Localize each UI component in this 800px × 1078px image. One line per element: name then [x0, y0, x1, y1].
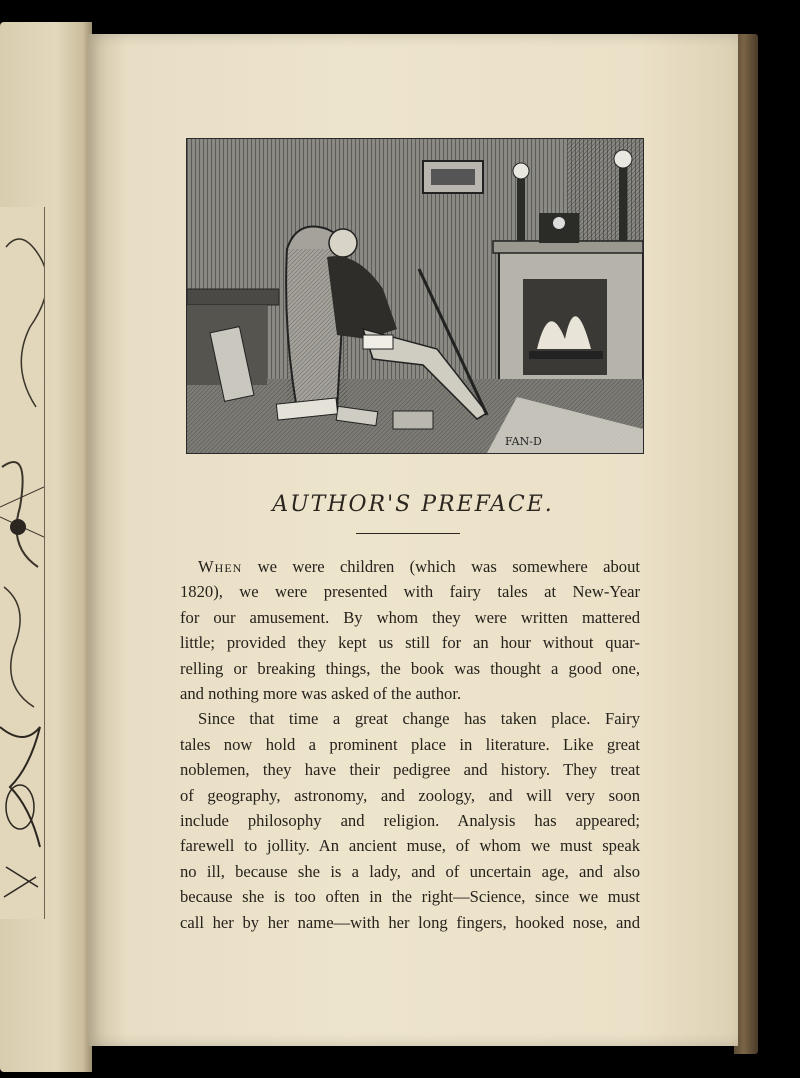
text-line: because she is too often in the right—Science, since we must	[180, 887, 640, 907]
text-line: When we were children (which was somewhere about	[198, 557, 640, 576]
text-line: for our amusement. By whom they were written mattered	[180, 607, 640, 627]
text-line: of geography, astronomy, and zoology, and will very soon	[180, 785, 640, 805]
text-line: 1820), we were presented with fairy tales at New-Year	[180, 582, 640, 602]
page-title: AUTHOR'S PREFACE.	[272, 492, 554, 517]
text-line: relling or breaking things, the book was thought a good one,	[180, 658, 640, 678]
facing-page-illustration	[0, 207, 45, 919]
title-rule	[356, 533, 460, 534]
text-line: tales now hold a prominent place in literature. Like great	[180, 734, 640, 754]
text-line: include philosophy and religion. Analysis has appeared;	[180, 811, 640, 831]
text-line: little; provided they kept us still for an hour without quar-	[180, 633, 640, 653]
text-line: farewell to jollity. An ancient muse, of whom we must speak	[180, 836, 640, 856]
text-line: Since that time a great change has taken place. Fairy	[198, 709, 640, 729]
text-line: noblemen, they have their pedigree and history. They treat	[180, 760, 640, 780]
text-line: and nothing more was asked of the author.	[180, 684, 462, 704]
facing-page-left	[0, 22, 92, 1072]
text-line: no ill, because she is a lady, and of uncertain age, and also	[180, 861, 640, 881]
lead-word: When	[198, 557, 243, 576]
book-page	[88, 34, 738, 1046]
paragraph-2	[180, 706, 640, 935]
preface-text	[180, 554, 640, 935]
engraving-signature: FAN-D	[505, 435, 542, 448]
paragraph-1	[180, 554, 640, 706]
frontispiece-engraving	[186, 138, 644, 454]
text-line: call her by her name—with her long fingers, hooked nose, and	[180, 912, 640, 932]
